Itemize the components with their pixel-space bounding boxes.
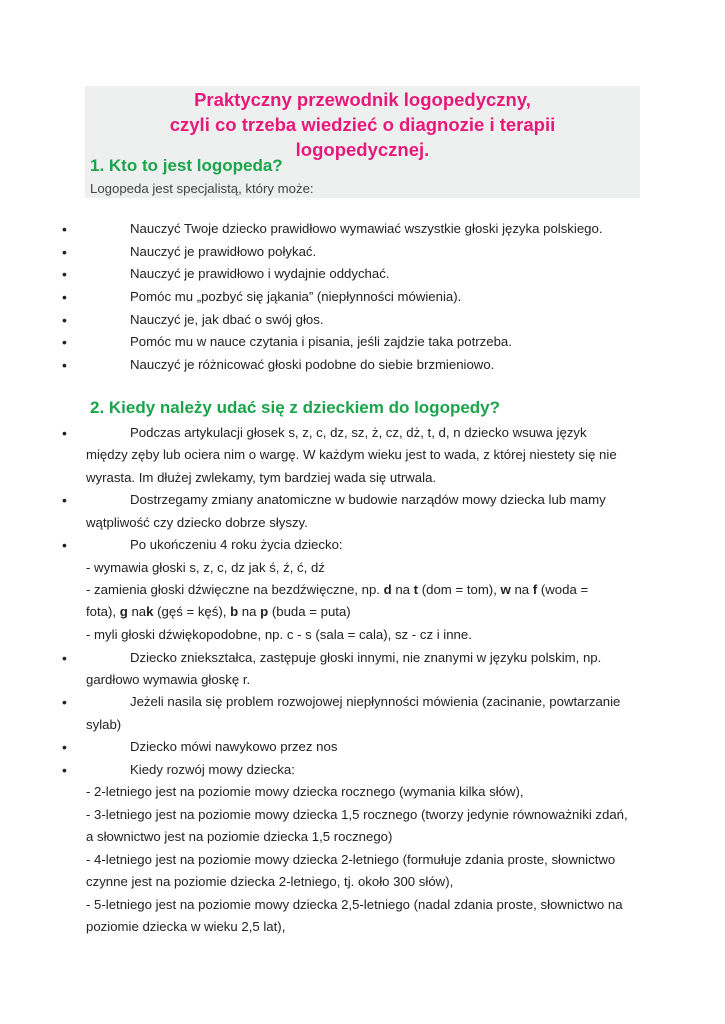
bullet-marker: • (62, 244, 67, 260)
list-item-line: gardłowo wymawia głoskę r. (86, 672, 251, 687)
list-item-line: - wymawia głoski s, z, c, dz jak ś, ź, ć, dź (86, 560, 325, 575)
list-item-line: sylab) (86, 717, 122, 732)
list-item-line: - zamienia głoski dźwięczne na bezdźwięczne, np. d na t (dom = tom), w na f (woda = (86, 582, 589, 597)
bullet-marker: • (62, 650, 67, 666)
bullet-marker: • (62, 492, 67, 508)
list-item: Nauczyć je prawidłowo połykać. (130, 244, 317, 259)
list-item-line: Podczas artykulacji głosek s, z, c, dz, sz, ż, cz, dż, t, d, n dziecko wsuwa język (130, 425, 587, 440)
list-item-line: Dziecko zniekształca, zastępuje głoski innymi, nie znanymi w języku polskim, np. (130, 650, 602, 665)
section-2-heading: 2. Kiedy należy udać się z dzieckiem do logopedy? (90, 398, 501, 417)
list-item: Nauczyć je różnicować głoski podobne do siebie brzmieniowo. (130, 357, 495, 372)
list-item: Nauczyć je, jak dbać o swój głos. (130, 312, 324, 327)
list-item-line: Jeżeli nasila się problem rozwojowej niepłynności mówienia (zacinanie, powtarzanie (130, 694, 621, 709)
list-item-line: - myli głoski dźwiękopodobne, np. c - s (sala = cala), sz - cz i inne. (86, 627, 472, 642)
list-item-line: - 3-letniego jest na poziomie mowy dziecka 1,5 rocznego (tworzy jedynie równoważniki zdań, (86, 807, 628, 822)
bullet-marker: • (62, 425, 67, 441)
list-item-line: - 4-letniego jest na poziomie mowy dziecka 2-letniego (formułuje zdania proste, słownictwo (86, 852, 616, 867)
list-item-line: wyrasta. Im dłużej zwlekamy, tym bardziej wada się utrwala. (86, 470, 437, 485)
list-item-line: wątpliwość czy dziecko dobrze słyszy. (86, 515, 308, 530)
list-item-line: - 5-letniego jest na poziomie mowy dziecka 2,5-letniego (nadal zdania proste, słownictwo na (86, 897, 623, 912)
bullet-marker: • (62, 694, 67, 710)
list-item-line: Dostrzegamy zmiany anatomiczne w budowie narządów mowy dziecka lub mamy (130, 492, 606, 507)
list-item-line: poziomie dziecka w wieku 2,5 lat), (86, 919, 286, 934)
list-item-line: Kiedy rozwój mowy dziecka: (130, 762, 295, 777)
list-item-line: Dziecko mówi nawykowo przez nos (130, 739, 338, 754)
title-line-1: Praktyczny przewodnik logopedyczny, (194, 89, 531, 110)
list-item-line: Po ukończeniu 4 roku życia dziecko: (130, 537, 343, 552)
title-line-2: czyli co trzeba wiedzieć o diagnozie i terapii (169, 114, 556, 135)
list-item-line: czynne jest na poziomie dziecka 2-letniego, tj. około 300 słów), (86, 874, 454, 889)
bullet-marker: • (62, 334, 67, 350)
bullet-marker: • (62, 357, 67, 373)
page-title (85, 87, 640, 162)
list-item-line: - 2-letniego jest na poziomie mowy dziecka rocznego (wymania kilka słów), (86, 784, 524, 799)
list-item: Nauczyć Twoje dziecko prawidłowo wymawiać wszystkie głoski języka polskiego. (130, 221, 603, 236)
bullet-marker: • (62, 739, 67, 755)
bullet-marker: • (62, 289, 67, 305)
bullet-marker: • (62, 312, 67, 328)
list-item: Pomóc mu w nauce czytania i pisania, jeśli zajdzie taka potrzeba. (130, 334, 512, 349)
bullet-marker: • (62, 762, 67, 778)
list-item-line: fota), g nak (gęś = kęś), b na p (buda = puta) (86, 604, 351, 619)
list-item-line: między zęby lub ociera nim o wargę. W każdym wieku jest to wada, z której niestety się nie (86, 447, 617, 462)
bullet-marker: • (62, 221, 67, 237)
list-item: Pomóc mu „pozbyć się jąkania” (niepłynności mówienia). (130, 289, 462, 304)
section-1-intro: Logopeda jest specjalistą, który może: (90, 181, 314, 196)
list-item-line: a słownictwo jest na poziomie dziecka 1,5 rocznego) (86, 829, 393, 844)
section-1-heading: 1. Kto to jest logopeda? (90, 156, 283, 175)
bullet-marker: • (62, 537, 67, 553)
bullet-marker: • (62, 266, 67, 282)
title-line-3: logopedycznej. (295, 139, 430, 160)
list-item: Nauczyć je prawidłowo i wydajnie oddychać. (130, 266, 390, 281)
